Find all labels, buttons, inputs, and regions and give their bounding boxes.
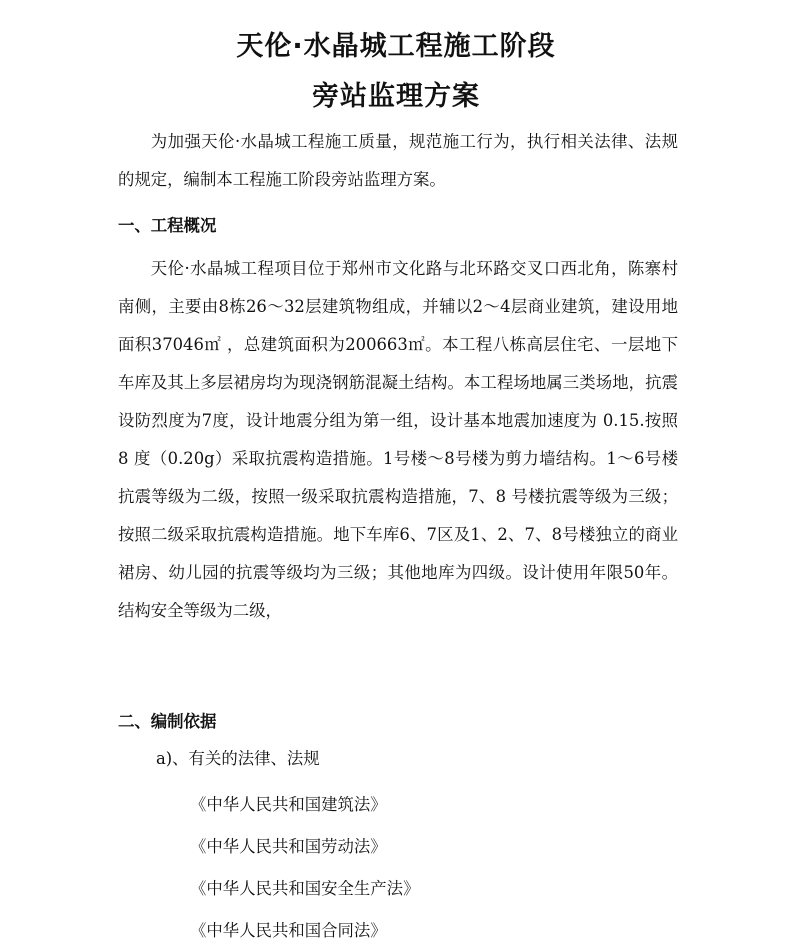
- law-item: 《中华人民共和国建筑法》: [190, 795, 387, 814]
- intro-text: 为加强天伦·水晶城工程施工质量，规范施工行为，执行相关法律、法规的规定，编制本工程施工阶段旁站监理方案。: [118, 132, 678, 189]
- law-item: 《中华人民共和国劳动法》: [190, 837, 387, 856]
- section1-heading: 一、工程概况: [118, 216, 217, 235]
- section1-paragraph: [118, 250, 678, 630]
- law-list: [190, 784, 419, 952]
- section2-heading: 二、编制依据: [118, 712, 217, 731]
- section1-text: 天伦·水晶城工程项目位于郑州市文化路与北环路交叉口西北角，陈寨村南侧，主要由8栋26～32层建筑物组成，并辅以2～4层商业建筑，建设用地面积37046㎡ ，总建筑面积为200663㎡。本工程八栋高层住宅、一层地下车库及其上多层裙房均为现浇钢筋混凝土结构。本工程场地属三类场地，抗震设防烈度为7度，设计地震分组为第一组，设计基本地震加速度为 0.15.按照 8 度（0.20g）采取抗震构造措施。1号楼～8号楼为剪力墙结构。1～6号楼抗震等级为二级，按照一级采取抗震构造措施，7、8 号楼抗震等级为三级；按照二级采取抗震构造措施。地下车库6、7区及1、2、7、8号楼独立的商业裙房、幼儿园的抗震等级均为三级；其他地库为四级。设计使用年限50年。结构安全等级为二级，: [118, 259, 678, 620]
- document-title-line2: 旁站监理方案: [312, 81, 480, 112]
- law-item: 《中华人民共和国安全生产法》: [190, 879, 420, 898]
- section2-sub-a: a)、有关的法律、法规: [156, 749, 320, 768]
- intro-paragraph: [118, 123, 678, 199]
- law-item: 《中华人民共和国合同法》: [190, 921, 387, 940]
- document-title-line1: 天伦·水晶城工程施工阶段: [236, 31, 556, 62]
